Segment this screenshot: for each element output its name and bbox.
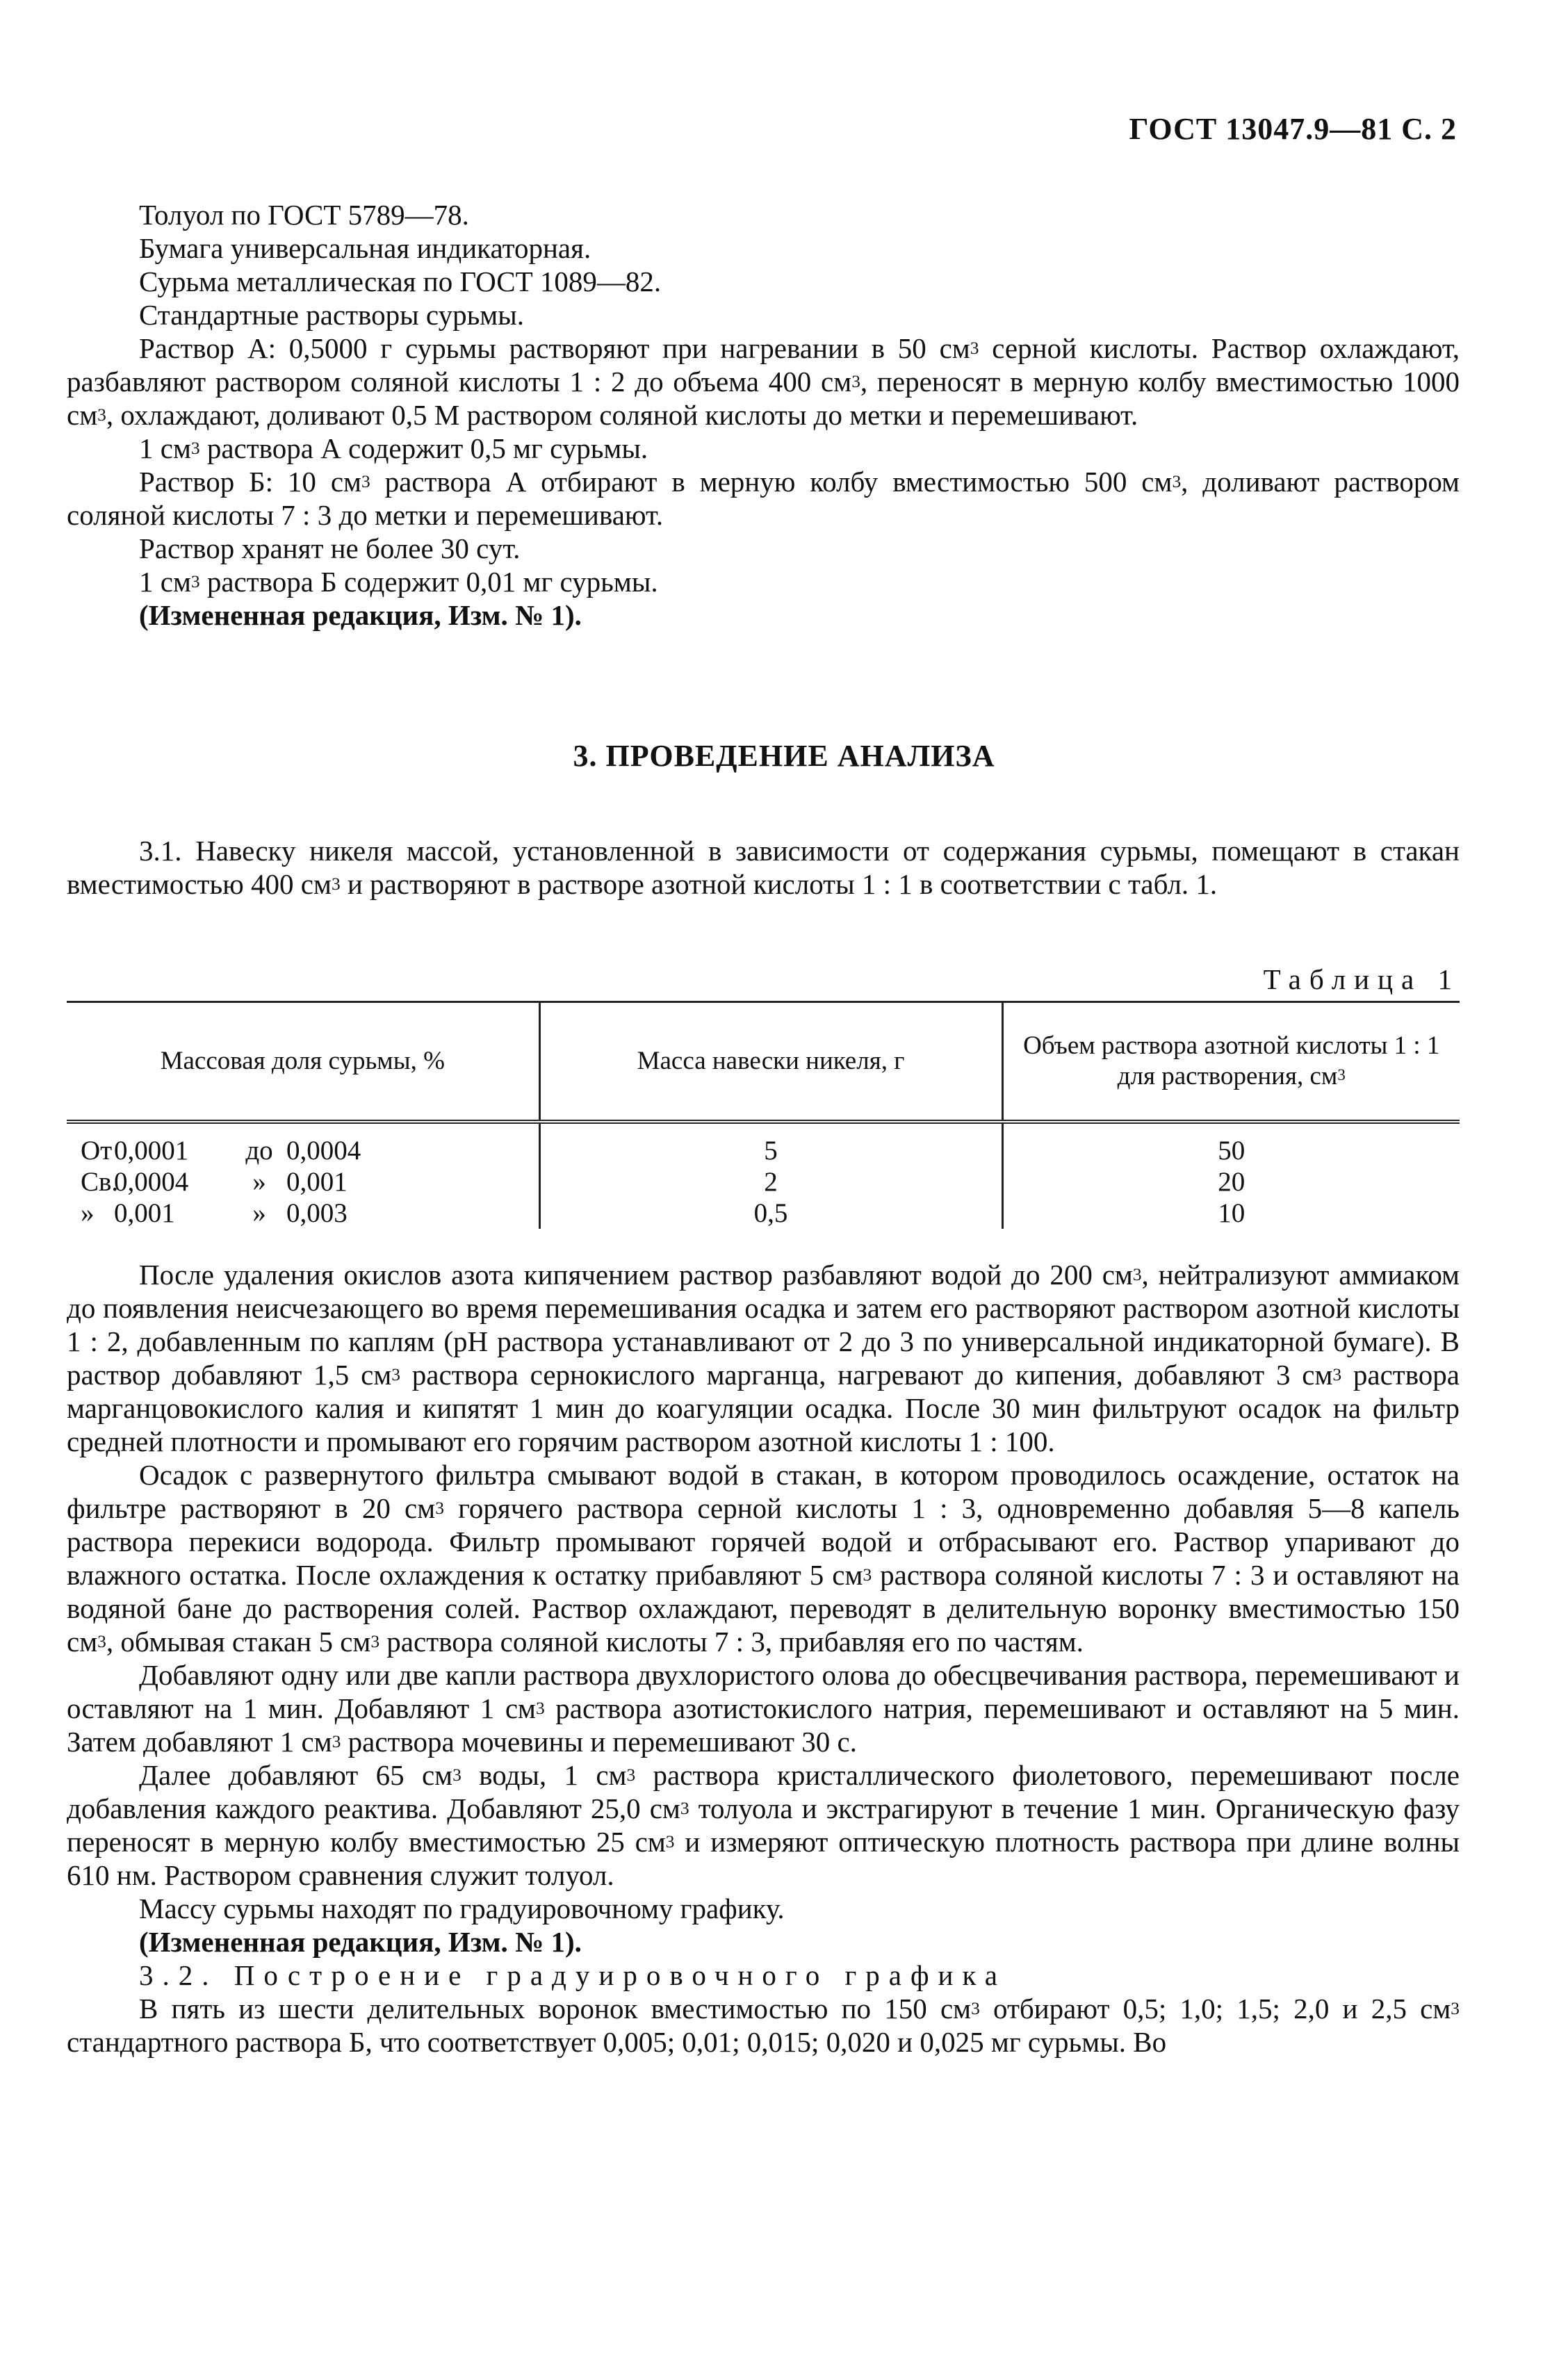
acid-volume-value: 20 (1002, 1166, 1460, 1198)
nickel-mass-value: 0,5 (539, 1198, 1002, 1229)
table-caption: Таблица 1 (1263, 963, 1460, 995)
solution-b-paragraph: Раствор Б: 10 $см^3$ раствора А отбирают в мерную колбу вместимостью 500 $см^3$, доливают раствором соляной кислоты 7 : 3 до метки и перемешивают. (67, 466, 1460, 531)
table-1 (67, 1001, 1460, 1229)
procedure-paragraph: После удаления окислов азота кипячением раствор разбавляют водой до 200 $см^3$, нейтрализуют аммиаком до появления неисчезающего во время перемешивания осадка и затем его растворяют раствором азотной кислоты 1 : 2, добавленным по каплям (рН раствора устанавливают от 2 до 3 по универсальной индикаторной бумаге). В раствор добавляют 1,5 $см^3$ раствора сернокислого марганца, нагревают до кипения, добавляют 3 $см^3$ раствора марганцовокислого калия и кипятят 1 мин до коагуляции осадка. После 30 мин фильтруют осадок на фильтр средней плотности и промывают его горячим раствором азотной кислоты 1 : 100. (67, 1259, 1460, 1457)
reagents-section (67, 198, 1460, 632)
paragraph-3-1: 3.1. Навеску никеля массой, установленной в зависимости от содержания сурьмы, помещают в стакан вместимостью 400 $см^3$ и растворяют в растворе азотной кислоты 1 : 1 в соответствии с табл. 1. (67, 835, 1460, 900)
reagent-line: Стандартные растворы сурьмы. (139, 299, 525, 331)
procedure-paragraph: Далее добавляют 65 $см^3$ воды, 1 $см^3$ раствора кристаллического фиолетового, перемешивают после добавления каждого реактива. Добавляют 25,0 $см^3$ толуола и экстрагируют в течение 1 мин. Органическую фазу переносят в мерную колбу вместимостью 25 $см^3$ и измеряют оптическую плотность раствора при длине волны 610 нм. Раствором сравнения служит толуол. (67, 1759, 1460, 1891)
amendment-note: (Измененная редакция, Изм. № 1). (139, 599, 582, 631)
nickel-mass-value: 2 (539, 1166, 1002, 1198)
fraction-range: От0,0001 до 0,0004 (81, 1136, 361, 1166)
analysis-procedure (67, 1258, 1460, 2059)
fraction-range: » 0,001 » 0,003 (81, 1198, 348, 1228)
acid-volume-value: 10 (1002, 1198, 1460, 1229)
table-row (67, 1122, 1460, 1166)
acid-volume-value: 50 (1002, 1122, 1460, 1166)
reagent-line: Бумага универсальная индикаторная. (139, 232, 591, 264)
subsection-title: 3.2. Построение градуировочного графика (139, 1959, 1006, 1991)
table-header-row (67, 1002, 1460, 1122)
header-antimony-fraction: Массовая доля сурьмы, % (67, 1002, 539, 1122)
nickel-mass-value: 5 (539, 1122, 1002, 1166)
reagent-line: Толуол по ГОСТ 5789—78. (139, 199, 469, 231)
procedure-paragraph: Массу сурьмы находят по градуировочному графику. (139, 1893, 785, 1924)
header-nickel-mass: Масса навески никеля, г (539, 1002, 1002, 1122)
document-reference: ГОСТ 13047.9—81 С. 2 (1129, 112, 1457, 146)
solution-a-content: 1 $см^3$ раствора А содержит 0,5 мг сурьмы. (139, 432, 648, 464)
table-row (67, 1166, 1460, 1198)
solution-b-content: 1 $см^3$ раствора Б содержит 0,01 мг сурьмы. (139, 566, 658, 598)
procedure-paragraph: Осадок с развернутого фильтра смывают водой в стакан, в котором проводилось осаждение, остаток на фильтре растворяют в 20 $см^3$ горячего раствора серной кислоты 1 : 3, одновременно добавляя 5—8 капель раствора перекиси водорода. Фильтр промывают горячей водой и отбрасывают его. Раствор упаривают до влажного остатка. После охлаждения к остатку прибавляют 5 $см^3$ раствора соляной кислоты 7 : 3 и оставляют на водяной бане до растворения солей. Раствор охлаждают, переводят в делительную воронку вместимостью 150 $см^3$, обмывая стакан 5 $см^3$ раствора соляной кислоты 7 : 3, прибавляя его по частям. (67, 1459, 1460, 1658)
solution-a-paragraph: Раствор А: 0,5000 г сурьмы растворяют при нагревании в 50 $см^3$ серной кислоты. Раствор охлаждают, разбавляют раствором соляной кислоты 1 : 2 до объема 400 $см^3$, переносят в мерную колбу вместимостью 1000 $см^3$, охлаждают, доливают 0,5 М раствором соляной кислоты до метки и перемешивают. (67, 332, 1460, 431)
reagent-line: Сурьма металлическая по ГОСТ 1089—82. (139, 265, 662, 297)
calibration-paragraph: В пять из шести делительных воронок вместимостью по 150 $см^3$ отбирают 0,5; 1,0; 1,5; 2,0 и 2,5 $см^3$ стандартного раствора Б, что соответствует 0,005; 0,01; 0,015; 0,020 и 0,025 мг сурьмы. Во (67, 1993, 1460, 2058)
procedure-paragraph: Добавляют одну или две капли раствора двухлористого олова до обесцвечивания раствора, перемешивают и оставляют на 1 мин. Добавляют 1 $см^3$ раствора азотистокислого натрия, перемешивают и оставляют на 5 мин. Затем добавляют 1 $см^3$ раствора мочевины и перемешивают 30 с. (67, 1659, 1460, 1758)
table-row (67, 1198, 1460, 1229)
amendment-note: (Измененная редакция, Изм. № 1). (139, 1926, 582, 1958)
header-acid-volume: Объем раствора азотной кислоты 1 : 1 для растворения, $см^3$ (1002, 1002, 1460, 1122)
fraction-range: Св.0,0004 » 0,001 (81, 1167, 348, 1197)
storage-note: Раствор хранят не более 30 сут. (139, 532, 521, 564)
section-title: 3. ПРОВЕДЕНИЕ АНАЛИЗА (573, 739, 995, 773)
